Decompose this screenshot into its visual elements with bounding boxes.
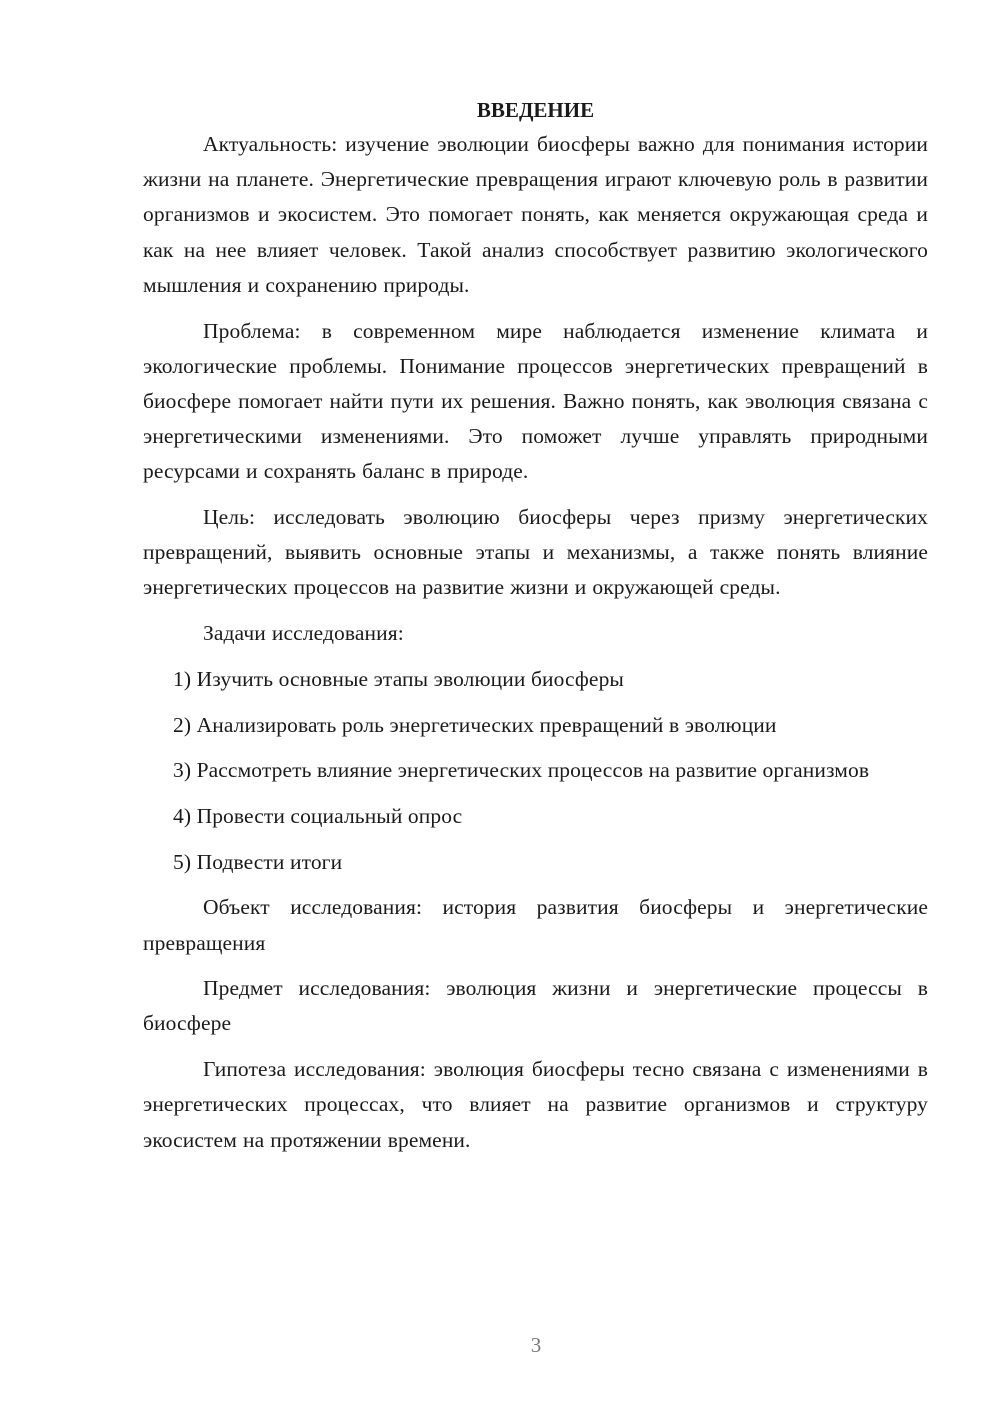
hypothesis-paragraph: Гипотеза исследования: эволюция биосферы тесно связана с изменениями в энергетических процессах, что влияет на развитие организмов и структуру экосистем на протяжении времени. <box>143 1057 928 1152</box>
tasks-list <box>143 662 928 880</box>
document-page <box>143 95 928 1158</box>
section-title: ВВЕДЕНИЕ <box>476 98 595 122</box>
object-paragraph: Объект исследования: история развития биосферы и энергетические превращения <box>143 895 928 955</box>
goal-paragraph: Цель: исследовать эволюцию биосферы через призму энергетических превращений, выявить основные этапы и механизмы, а также понять влияние энергетических процессов на развитие жизни и окружающей среды. <box>143 505 928 600</box>
page-number: 3 <box>530 1333 542 1357</box>
list-item: 3) Рассмотреть влияние энергетических процессов на развитие организмов <box>173 758 870 783</box>
list-item: 1) Изучить основные этапы эволюции биосферы <box>173 666 624 691</box>
subject-paragraph: Предмет исследования: эволюция жизни и энергетические процессы в биосфере <box>143 976 928 1036</box>
problem-paragraph: Проблема: в современном мире наблюдается изменение климата и экологические проблемы. Понимание процессов энергетических превращений в биосфере помогает найти пути их решения. Важно понять, как эволюция связана с энергетическими изменениями. Это поможет лучше управлять природными ресурсами и сохранять баланс в природе. <box>143 318 928 484</box>
list-item: 5) Подвести итоги <box>173 849 343 874</box>
list-item: 4) Провести социальный опрос <box>173 803 463 828</box>
list-item: 2) Анализировать роль энергетических превращений в эволюции <box>173 712 777 737</box>
tasks-heading: Задачи исследования: <box>203 621 404 646</box>
relevance-paragraph: Актуальность: изучение эволюции биосферы важно для понимания истории жизни на планете. Энергетические превращения играют ключевую роль в развитии организмов и экосистем. Это помогает понять, как меняется окружающая среда и как на нее влияет человек. Такой анализ способствует развитию экологического мышления и сохранению природы. <box>143 132 928 297</box>
